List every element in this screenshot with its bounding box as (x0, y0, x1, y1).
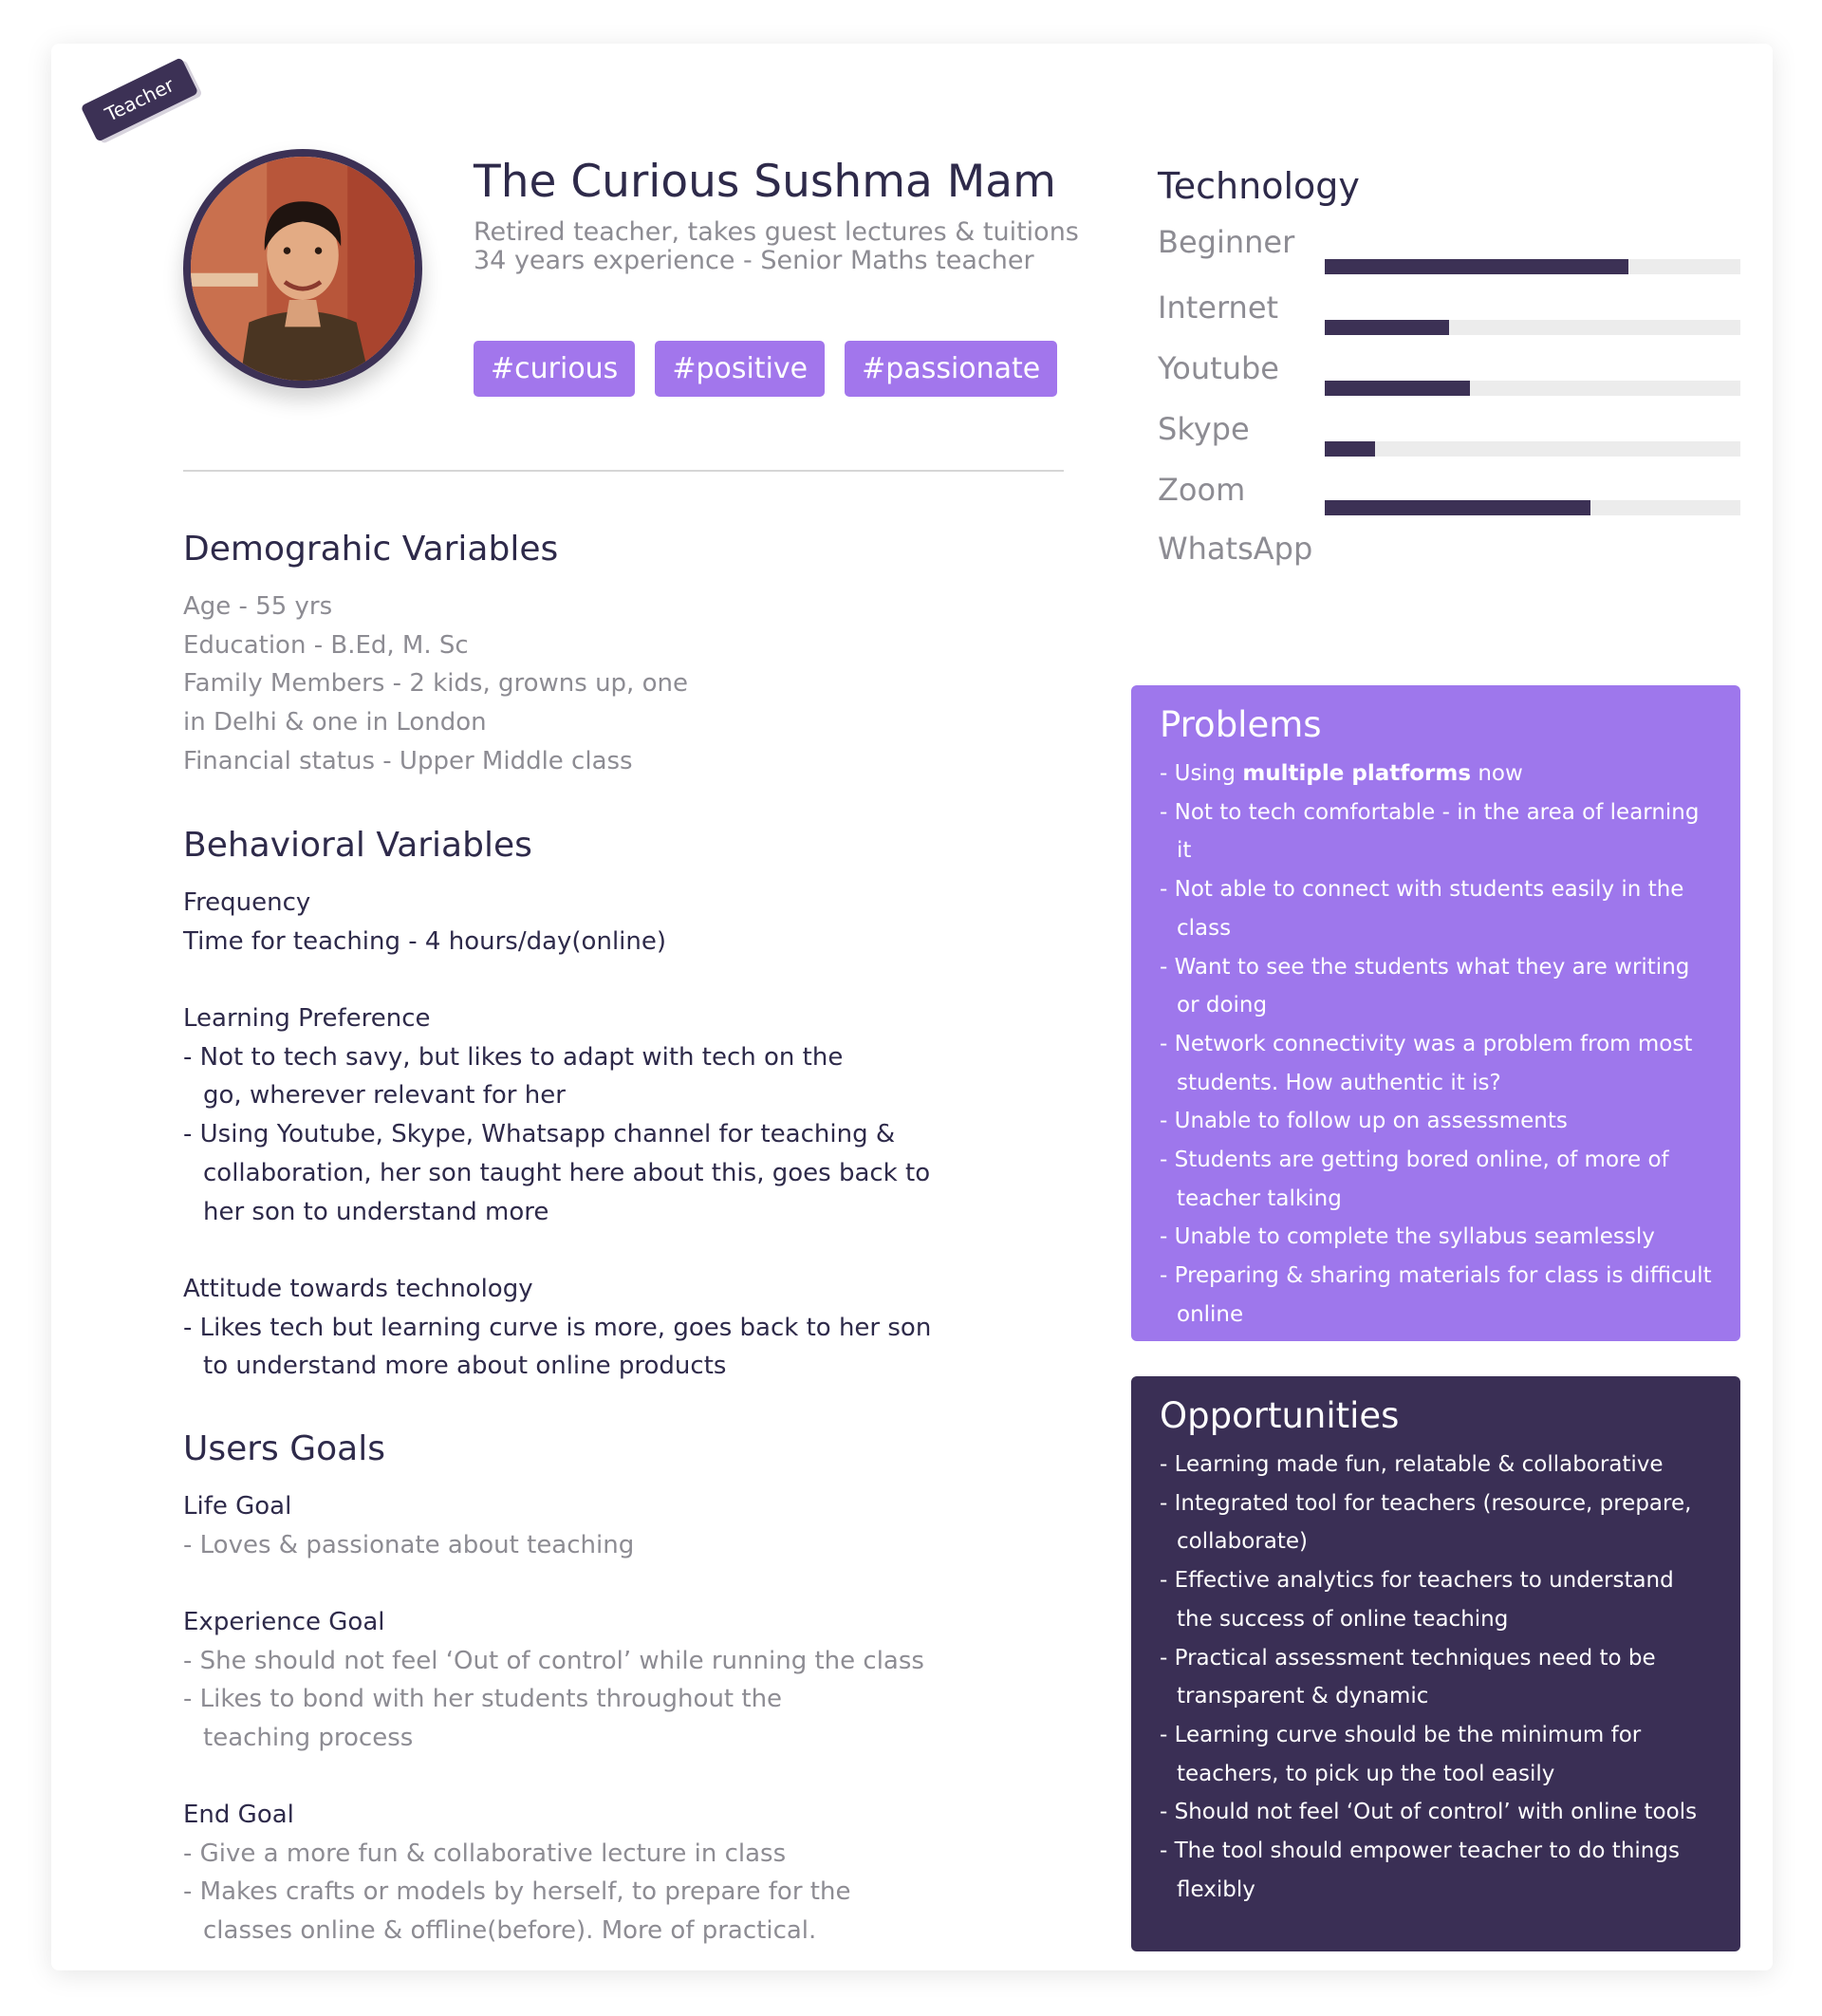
skill-bar-skype (1325, 381, 1740, 396)
avatar (183, 149, 422, 388)
persona-subtitle (474, 218, 1079, 275)
experience-goal-item: - Likes to bond with her students throughout the teaching process (183, 1685, 783, 1753)
problem-item-text: now (1471, 761, 1523, 786)
persona-name: The Curious Sushma Mam (474, 156, 1056, 208)
demographic-line: Education - B.Ed, M. Sc (183, 630, 469, 660)
demographic-title: Demograhic Variables (183, 530, 559, 569)
problem-item: - Want to see the students what they are writing or doing (1160, 954, 1690, 1018)
learning-item: - Not to tech savy, but likes to adapt with tech on the go, wherever relevant for her (183, 1042, 844, 1111)
attitude-block (183, 1270, 933, 1386)
opportunities-title: Opportunities (1160, 1395, 1400, 1436)
problem-item-bold: multiple platforms (1242, 761, 1472, 786)
frequency-block (183, 884, 942, 961)
opportunities-list (1160, 1446, 1716, 1909)
demographic-line: Family Members - 2 kids, growns up, one (183, 669, 688, 699)
skill-bar-fill (1325, 500, 1590, 515)
teacher-badge: Teacher (81, 57, 198, 141)
demographic-list (183, 588, 688, 781)
experience-goal-label: Experience Goal (183, 1608, 385, 1636)
learning-label: Learning Preference (183, 1004, 431, 1033)
skill-bar-zoom (1325, 441, 1740, 457)
problem-item: - Network connectivity was a problem from most students. How authentic it is? (1160, 1031, 1693, 1095)
subtitle-line: Retired teacher, takes guest lectures & tuitions (474, 217, 1079, 247)
opportunity-item: - The tool should empower teacher to do things flexibly (1160, 1839, 1680, 1902)
problems-list (1160, 755, 1716, 1335)
experience-goal-block (183, 1603, 933, 1758)
end-goal-item: - Give a more fun & collaborative lecture in class (183, 1839, 787, 1868)
technology-level: Beginner (1158, 224, 1295, 260)
skill-bar-fill (1325, 320, 1449, 335)
tag-passionate: #passionate (845, 341, 1057, 397)
problem-item: - Unable to follow up on assessments (1160, 1109, 1568, 1134)
skill-label-skype: Skype (1158, 411, 1250, 447)
problem-item (1160, 755, 1716, 793)
frequency-label: Frequency (183, 888, 311, 917)
skill-bar-fill (1325, 381, 1470, 396)
experience-goal-item: - She should not feel ‘Out of control’ while running the class (183, 1646, 924, 1675)
problem-item: - Unable to complete the syllabus seamlessly (1160, 1224, 1655, 1250)
demographic-line: Financial status - Upper Middle class (183, 746, 633, 775)
divider (183, 470, 1064, 472)
subtitle-line: 34 years experience - Senior Maths teacher (474, 246, 1034, 275)
portrait-icon (191, 157, 415, 381)
skill-label-youtube: Youtube (1158, 350, 1279, 386)
life-goal-label: Life Goal (183, 1492, 292, 1521)
skill-label-whatsapp: WhatsApp (1158, 531, 1313, 567)
problem-item-text: - Using (1160, 761, 1243, 786)
problems-panel (1131, 685, 1740, 1341)
learning-item: - Using Youtube, Skype, Whatsapp channel for teaching & collaboration, her son taught here about this, goes back to her son to understand more (183, 1120, 931, 1226)
life-goal-item: - Loves & passionate about teaching (183, 1530, 635, 1559)
frequency-text: Time for teaching - 4 hours/day(online) (183, 926, 667, 956)
end-goal-block (183, 1796, 933, 1951)
tag-list (474, 341, 1057, 397)
opportunity-item: - Effective analytics for teachers to understand the success of online teaching (1160, 1568, 1674, 1632)
attitude-item: - Likes tech but learning curve is more, goes back to her son to understand more about online products (183, 1313, 932, 1381)
demographic-line: in Delhi & one in London (183, 708, 487, 737)
skill-bar-internet (1325, 259, 1740, 274)
skill-bar-whatsapp (1325, 500, 1740, 515)
end-goal-item: - Makes crafts or models by herself, to prepare for the classes online & offline(before). More of practical. (183, 1877, 851, 1946)
opportunity-item: - Should not feel ‘Out of control’ with online tools (1160, 1800, 1698, 1825)
skill-bar-fill (1325, 441, 1375, 457)
problem-item: - Students are getting bored online, of more of teacher talking (1160, 1148, 1669, 1211)
opportunity-item: - Practical assessment techniques need to be transparent & dynamic (1160, 1645, 1656, 1709)
goals-title: Users Goals (183, 1429, 385, 1468)
life-goal-block (183, 1487, 933, 1564)
problems-title: Problems (1160, 704, 1322, 745)
problem-item: - Not to tech comfortable - in the area of learning it (1160, 799, 1700, 864)
behavioral-title: Behavioral Variables (183, 826, 532, 865)
opportunity-item: - Learning made fun, relatable & collaborative (1160, 1452, 1664, 1477)
attitude-label: Attitude towards technology (183, 1275, 533, 1303)
skill-label-zoom: Zoom (1158, 472, 1246, 508)
tag-curious: #curious (474, 341, 635, 397)
opportunity-item: - Integrated tool for teachers (resource, prepare, collaborate) (1160, 1490, 1692, 1555)
opportunities-panel (1131, 1376, 1740, 1951)
end-goal-label: End Goal (183, 1801, 294, 1829)
skill-bar-youtube (1325, 320, 1740, 335)
persona-card (51, 44, 1773, 1970)
technology-title: Technology (1158, 165, 1360, 207)
opportunity-item: - Learning curve should be the minimum for teachers, to pick up the tool easily (1160, 1722, 1642, 1786)
learning-block (183, 999, 933, 1231)
skill-label-internet: Internet (1158, 289, 1279, 326)
skill-bar-fill (1325, 259, 1628, 274)
tag-positive: #positive (655, 341, 825, 397)
problem-item: - Not able to connect with students easily in the class (1160, 877, 1684, 941)
demographic-line: Age - 55 yrs (183, 592, 333, 621)
problem-item: - Preparing & sharing materials for class is difficult online (1160, 1263, 1712, 1327)
